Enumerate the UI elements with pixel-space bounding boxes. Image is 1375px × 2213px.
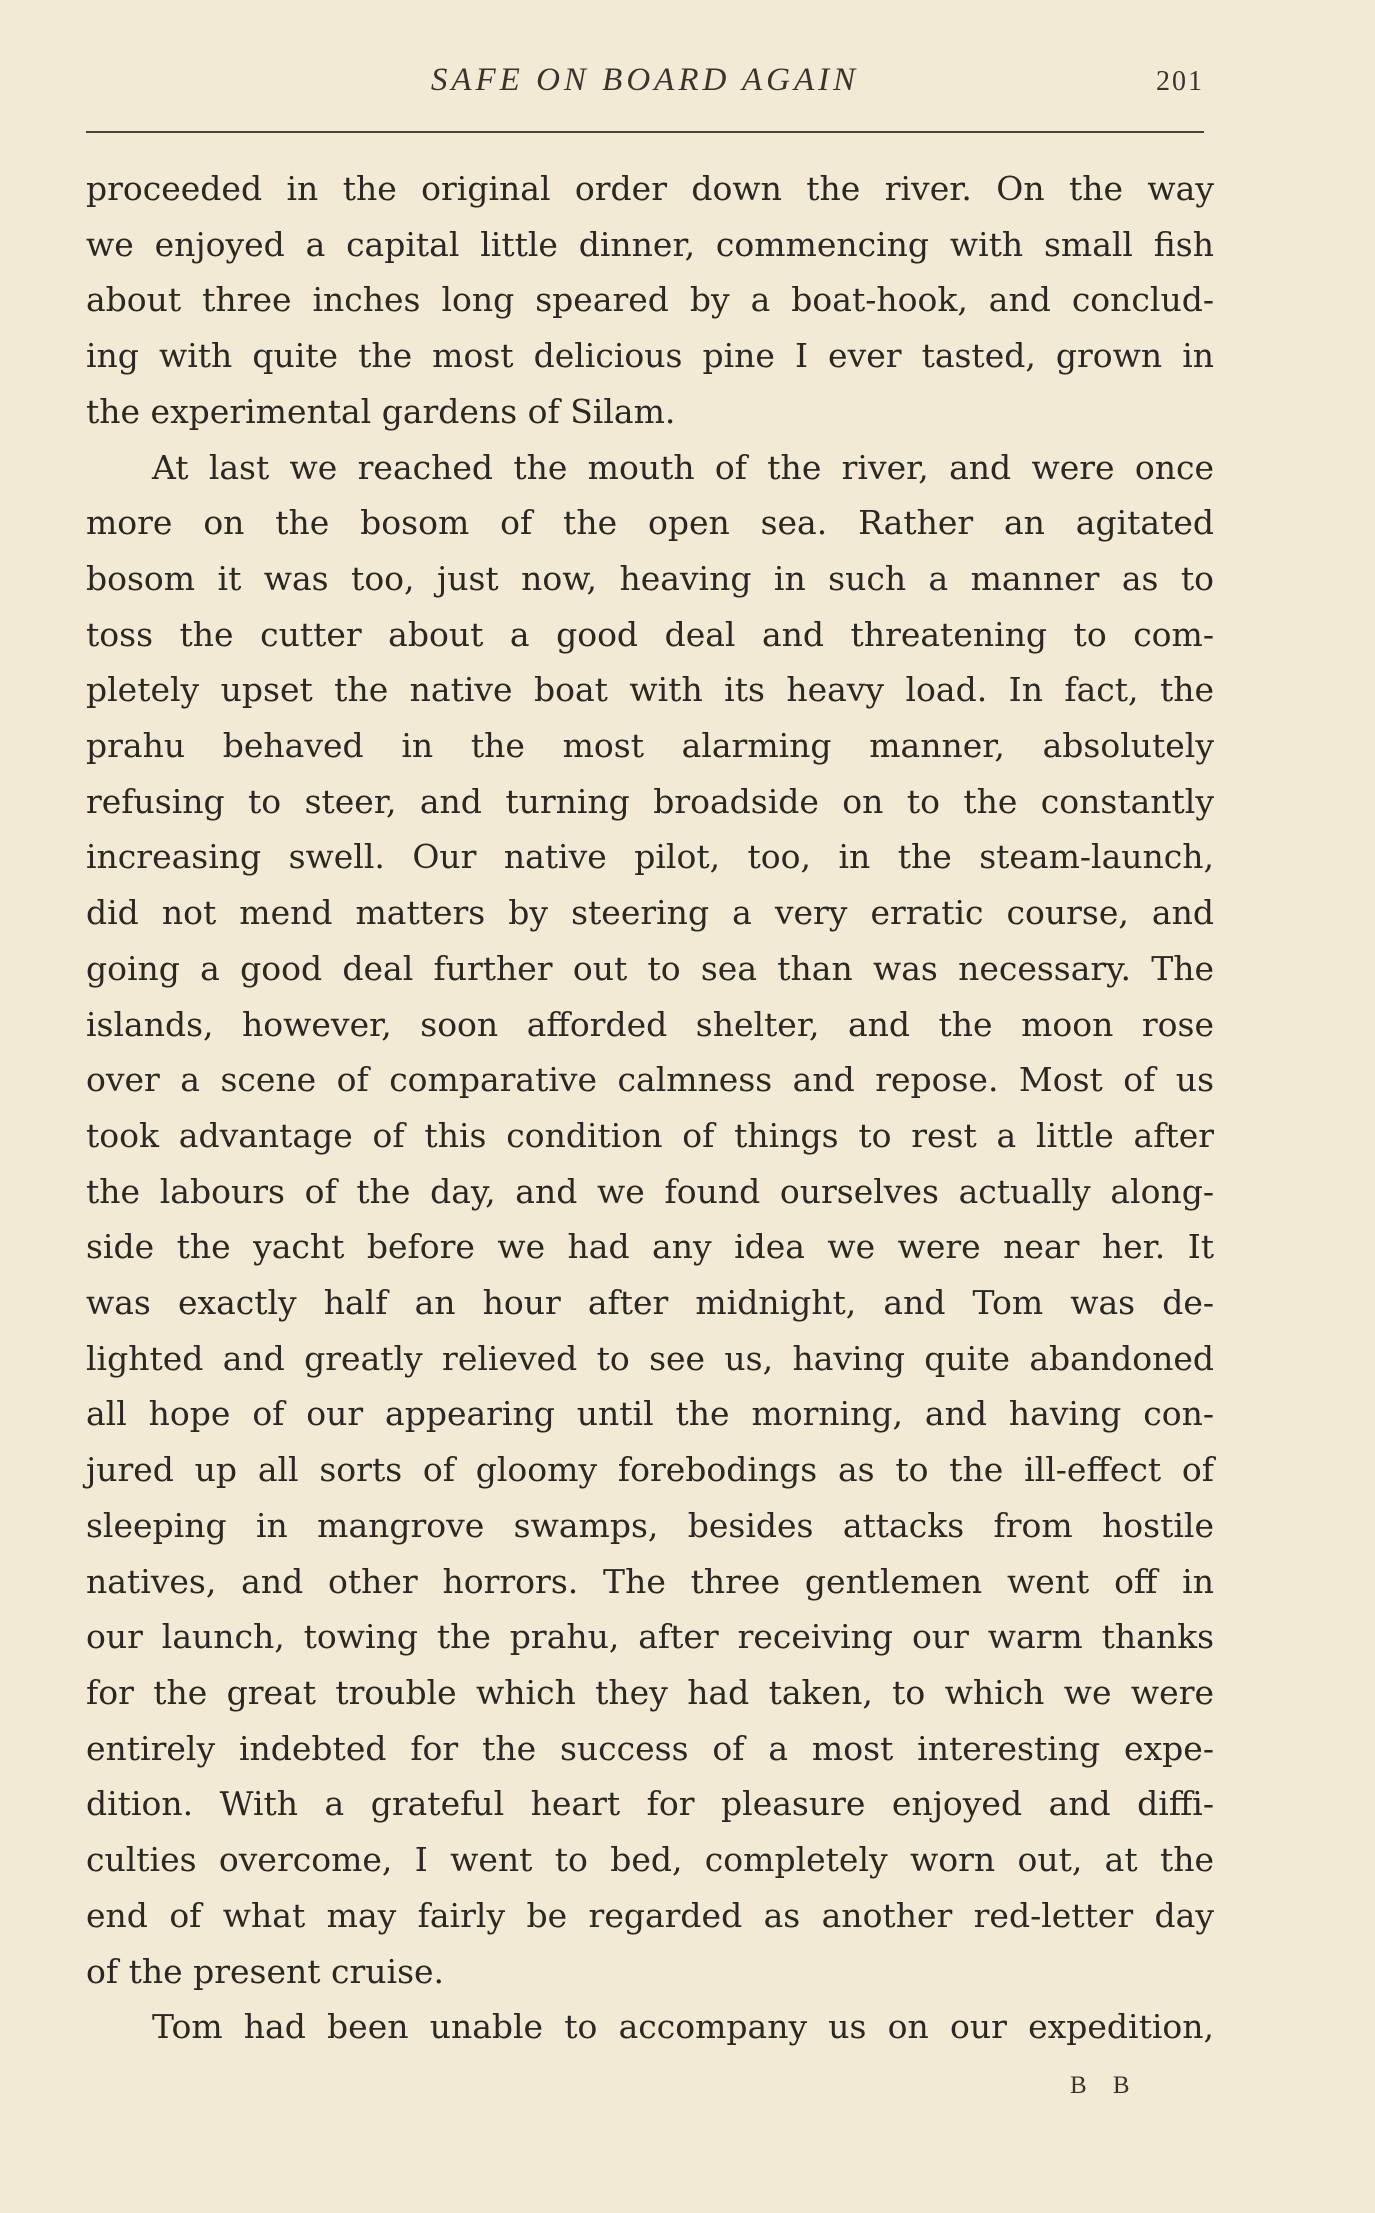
text-line: toss the cutter about a good deal and threatening to com- bbox=[86, 614, 1214, 654]
text-line: about three inches long speared by a boat-hook, and conclud- bbox=[86, 280, 1214, 320]
signature-mark: B B bbox=[1070, 2072, 1140, 2099]
text-line: bosom it was too, just now, heaving in such a manner as to bbox=[86, 558, 1214, 598]
text-line: more on the bosom of the open sea. Rather an agitated bbox=[86, 503, 1214, 543]
text-line: was exactly half an hour after midnight, and Tom was de- bbox=[86, 1283, 1214, 1323]
text-line: for the great trouble which they had taken, to which we were bbox=[86, 1672, 1214, 1712]
text-line: culties overcome, I went to bed, completely worn out, at the bbox=[86, 1840, 1214, 1880]
text-line: pletely upset the native boat with its heavy load. In fact, the bbox=[86, 670, 1214, 710]
header-rule bbox=[86, 131, 1204, 133]
text-line: sleeping in mangrove swamps, besides attacks from hostile bbox=[86, 1505, 1214, 1545]
text-line: jured up all sorts of gloomy forebodings as to the ill-effect of bbox=[86, 1450, 1214, 1490]
text-line: end of what may fairly be regarded as another red-letter day bbox=[86, 1895, 1214, 1935]
text-line: side the yacht before we had any idea we were near her. It bbox=[86, 1227, 1214, 1267]
running-head bbox=[86, 62, 1204, 112]
running-title: SAFE ON BOARD AGAIN bbox=[430, 62, 860, 98]
text-line: going a good deal further out to sea than was necessary. The bbox=[86, 948, 1214, 988]
text-line: entirely indebted for the success of a most interesting expe- bbox=[86, 1728, 1214, 1768]
text-line: our launch, towing the prahu, after receiving our warm thanks bbox=[86, 1617, 1214, 1657]
text-line: refusing to steer, and turning broadside on to the constantly bbox=[86, 781, 1214, 821]
text-line: all hope of our appearing until the morning, and having con- bbox=[86, 1394, 1214, 1434]
text-line: increasing swell. Our native pilot, too, in the steam-launch, bbox=[86, 837, 1214, 877]
text-line: At last we reached the mouth of the river, and were once bbox=[152, 447, 1214, 487]
text-line: of the present cruise. bbox=[86, 1951, 445, 1991]
text-line: dition. With a grateful heart for pleasure enjoyed and diffi- bbox=[86, 1784, 1214, 1824]
body-text bbox=[86, 161, 1214, 2055]
page-number: 201 bbox=[1156, 66, 1204, 97]
text-line: the experimental gardens of Silam. bbox=[86, 391, 676, 431]
text-line: natives, and other horrors. The three gentlemen went off in bbox=[86, 1561, 1214, 1601]
text-line: the labours of the day, and we found ourselves actually along- bbox=[86, 1171, 1214, 1211]
text-line: Tom had been unable to accompany us on our expedition, bbox=[152, 2007, 1214, 2047]
text-line: prahu behaved in the most alarming manner, absolutely bbox=[86, 726, 1214, 766]
text-line: took advantage of this condition of things to rest a little after bbox=[86, 1115, 1214, 1155]
text-line: ing with quite the most delicious pine I ever tasted, grown in bbox=[86, 336, 1214, 376]
text-line: did not mend matters by steering a very erratic course, and bbox=[86, 893, 1214, 933]
text-line: over a scene of comparative calmness and repose. Most of us bbox=[86, 1060, 1214, 1100]
text-line: islands, however, soon afforded shelter, and the moon rose bbox=[86, 1004, 1214, 1044]
text-line: proceeded in the original order down the river. On the way bbox=[86, 169, 1214, 208]
text-line: we enjoyed a capital little dinner, commencing with small fish bbox=[86, 224, 1214, 264]
text-line: lighted and greatly relieved to see us, having quite abandoned bbox=[86, 1338, 1214, 1378]
